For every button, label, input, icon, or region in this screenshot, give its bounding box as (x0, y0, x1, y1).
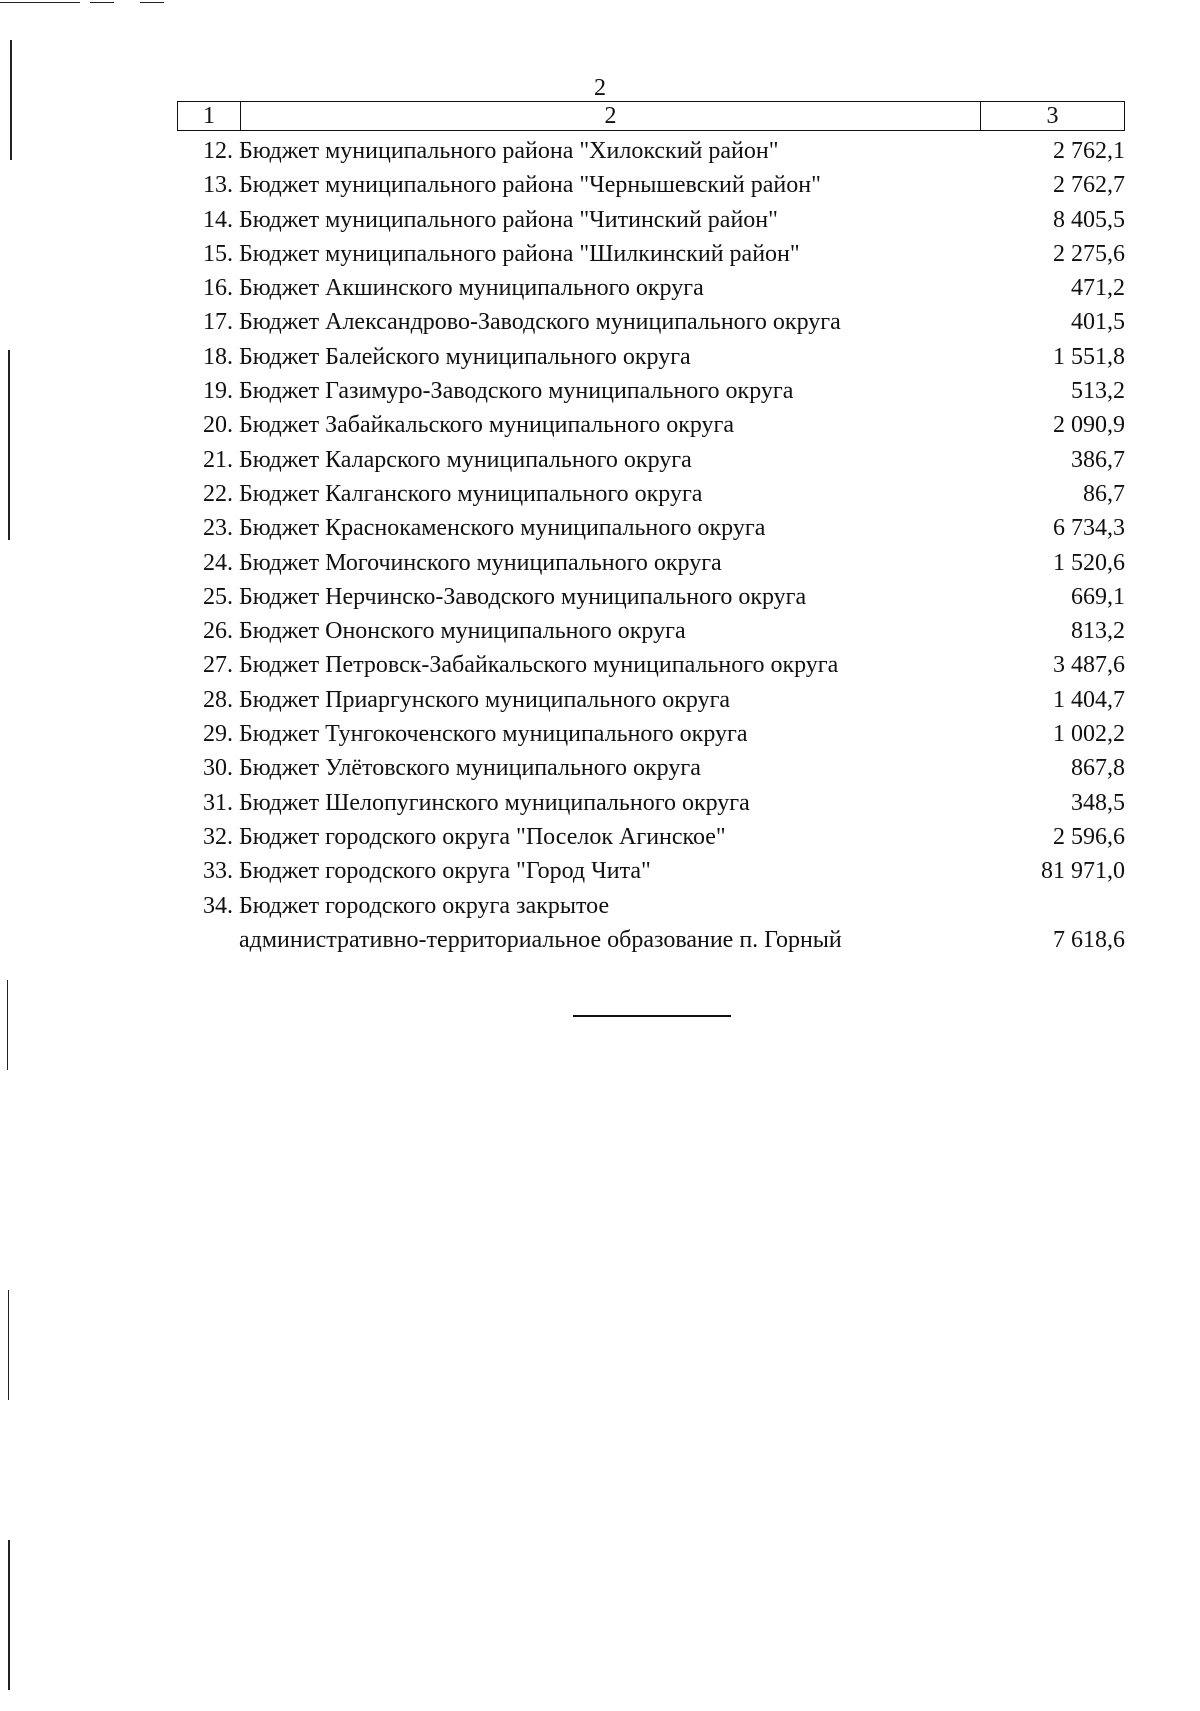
scan-line-top-3 (140, 2, 164, 3)
table-row (177, 683, 1125, 717)
row-number: 16. (203, 275, 233, 302)
table-row (177, 820, 1125, 854)
table-row (177, 340, 1125, 374)
row-name: Бюджет Каларского муниципального округа (239, 446, 692, 473)
table-row (177, 786, 1125, 820)
row-value: 86,7 (1083, 480, 1125, 507)
table-row (177, 889, 1125, 958)
row-name (237, 889, 977, 958)
row-name: Бюджет городского округа "Город Чита" (239, 858, 651, 885)
scan-line-left-5 (8, 1540, 10, 1690)
table-row (177, 580, 1125, 614)
table-row (177, 305, 1125, 339)
row-value: 513,2 (1071, 378, 1125, 405)
row-name: Бюджет Петровск-Забайкальского муниципального округа (239, 652, 839, 679)
row-number: 29. (203, 721, 233, 748)
row-value: 867,8 (1071, 755, 1125, 782)
row-value: 3 487,6 (1053, 652, 1125, 679)
row-name: Бюджет Балейского муниципального округа (239, 343, 691, 370)
row-name: Бюджет Калганского муниципального округа (239, 480, 703, 507)
table-row (177, 443, 1125, 477)
table-row (177, 546, 1125, 580)
row-name: Бюджет Забайкальского муниципального округа (239, 412, 735, 439)
row-name: Бюджет Краснокаменского муниципального округа (239, 515, 766, 542)
header-col-2: 2 (241, 102, 981, 130)
table-row (177, 168, 1125, 202)
table-row (177, 134, 1125, 168)
row-value: 81 971,0 (1041, 858, 1125, 885)
row-name: Бюджет Тунгокоченского муниципального округа (239, 721, 748, 748)
row-number: 32. (203, 823, 233, 850)
table-row (177, 374, 1125, 408)
row-value: 386,7 (1071, 446, 1125, 473)
table-row (177, 751, 1125, 785)
table-row (177, 648, 1125, 682)
page-number: 2 (594, 75, 606, 101)
row-number: 19. (203, 378, 233, 405)
row-number: 34. (203, 892, 233, 919)
end-separator-line (573, 1015, 731, 1017)
row-value: 2 762,1 (1053, 138, 1125, 164)
row-value: 1 551,8 (1053, 343, 1125, 370)
row-name: Бюджет Шелопугинского муниципального округа (239, 789, 750, 816)
table-header (177, 101, 1125, 131)
row-name-line-2: административно-территориальное образование п. Горный (239, 926, 842, 953)
row-name: Бюджет муниципального района "Хилокский район" (239, 138, 779, 164)
header-col-1: 1 (178, 102, 241, 130)
row-name: Бюджет Газимуро-Заводского муниципального округа (239, 378, 794, 405)
row-value: 1 520,6 (1053, 549, 1125, 576)
row-number: 14. (203, 206, 233, 233)
row-number: 30. (203, 755, 233, 782)
table-row (177, 511, 1125, 545)
row-name: Бюджет муниципального района "Читинский район" (239, 206, 778, 233)
row-value: 2 762,7 (1053, 172, 1125, 199)
row-value: 1 002,2 (1053, 721, 1125, 748)
row-number: 22. (203, 480, 233, 507)
row-number: 15. (203, 240, 233, 267)
table-row (177, 614, 1125, 648)
row-number: 33. (203, 858, 233, 885)
row-number: 27. (203, 652, 233, 679)
row-value: 348,5 (1071, 789, 1125, 816)
row-number: 31. (203, 789, 233, 816)
row-number: 12. (203, 138, 233, 164)
row-number: 17. (203, 309, 233, 336)
table-row (177, 717, 1125, 751)
scan-line-left-2 (8, 350, 10, 540)
table-row (177, 477, 1125, 511)
row-name-line-1: Бюджет городского округа закрытое (239, 892, 610, 919)
row-number: 20. (203, 412, 233, 439)
table-row (177, 854, 1125, 888)
row-value: 471,2 (1071, 275, 1125, 302)
row-name: Бюджет Нерчинско-Заводского муниципального округа (239, 583, 807, 610)
row-name: Бюджет Приаргунского муниципального округа (239, 686, 731, 713)
row-number: 13. (203, 172, 233, 199)
row-name: Бюджет муниципального района "Шилкинский район" (239, 240, 800, 267)
row-number: 18. (203, 343, 233, 370)
table-row (177, 237, 1125, 271)
row-value: 6 734,3 (1053, 515, 1125, 542)
row-number: 28. (203, 686, 233, 713)
row-value: 813,2 (1071, 618, 1125, 645)
row-value: 2 596,6 (1053, 823, 1125, 850)
row-name: Бюджет Улётовского муниципального округа (239, 755, 701, 782)
row-name: Бюджет городского округа "Поселок Агинское" (239, 823, 726, 850)
table-row (177, 271, 1125, 305)
table-row (177, 203, 1125, 237)
row-value: 401,5 (1071, 309, 1125, 336)
row-number: 26. (203, 618, 233, 645)
row-name: Бюджет Могочинского муниципального округа (239, 549, 722, 576)
budget-table-body (177, 134, 1125, 957)
row-value: 2 275,6 (1053, 240, 1125, 267)
row-value: 8 405,5 (1053, 206, 1125, 233)
row-name: Бюджет Александрово-Заводского муниципального округа (239, 309, 841, 336)
row-number: 24. (203, 549, 233, 576)
row-name: Бюджет Ононского муниципального округа (239, 618, 686, 645)
header-col-3: 3 (1046, 103, 1059, 129)
scan-line-top-2 (90, 2, 114, 3)
scan-line-left-4 (8, 1290, 9, 1400)
row-number: 21. (203, 446, 233, 473)
row-value: 669,1 (1071, 583, 1125, 610)
row-number: 25. (203, 583, 233, 610)
table-row (177, 408, 1125, 442)
row-value: 2 090,9 (1053, 412, 1125, 439)
row-value: 1 404,7 (1053, 686, 1125, 713)
row-value: 7 618,6 (1053, 926, 1125, 953)
row-number: 23. (203, 515, 233, 542)
row-name: Бюджет муниципального района "Чернышевский район" (239, 172, 821, 199)
scan-line-top (0, 2, 80, 3)
scan-line-left-3 (7, 980, 8, 1070)
row-name: Бюджет Акшинского муниципального округа (239, 275, 704, 302)
